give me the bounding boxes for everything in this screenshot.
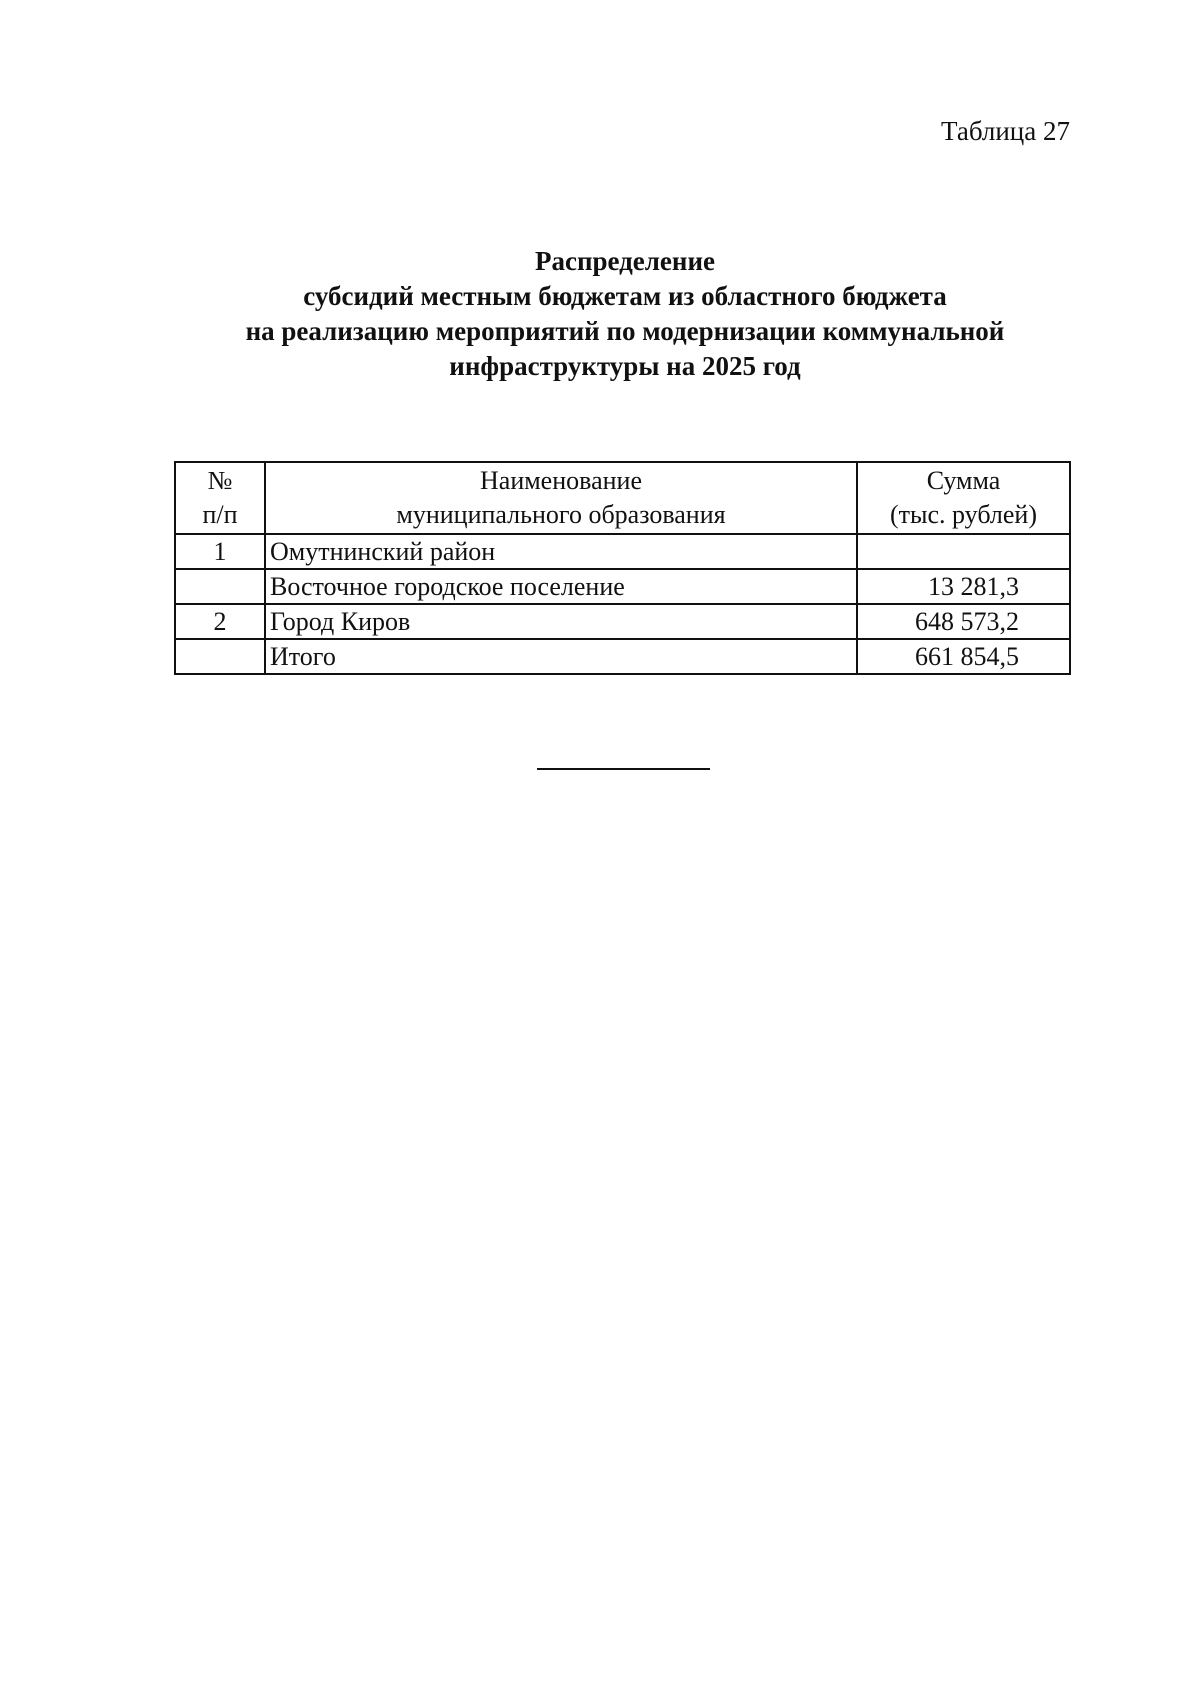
table-total-row [175, 639, 1070, 674]
table-row [175, 534, 1070, 569]
table-row [175, 604, 1070, 639]
header-sum-line1: Сумма [926, 466, 1001, 495]
header-municipality-line1: Наименование [480, 466, 642, 495]
heading-line: Распределение [534, 246, 716, 276]
header-number-line2: п/п [202, 500, 238, 529]
row-number [175, 639, 265, 674]
table-number-label: Таблица 27 [941, 116, 1070, 146]
row-municipality: Восточное городское поселение [265, 569, 857, 604]
row-municipality: Город Киров [265, 604, 857, 639]
row-number [175, 569, 265, 604]
header-sum-line2: (тыс. рублей) [889, 500, 1037, 529]
row-sum: 13 281,3 [857, 569, 1070, 604]
closing-divider [537, 768, 710, 770]
row-number: 1 [175, 534, 265, 569]
header-number-line1: № [207, 466, 233, 495]
subsidy-table [174, 461, 1071, 675]
header-number [175, 462, 265, 534]
table-row [175, 569, 1070, 604]
heading-line: субсидий местным бюджетам из областного бюджета [303, 281, 947, 311]
row-municipality: Омутнинский район [265, 534, 857, 569]
row-sum: 661 854,5 [857, 639, 1070, 674]
document-heading [0, 244, 1200, 384]
row-sum [857, 534, 1070, 569]
header-sum [857, 462, 1070, 534]
heading-line: на реализацию мероприятий по модернизации коммунальной [245, 316, 1005, 346]
header-municipality-line2: муниципального образования [396, 500, 726, 529]
row-municipality: Итого [265, 639, 857, 674]
table-header-row [175, 462, 1070, 534]
row-sum: 648 573,2 [857, 604, 1070, 639]
header-municipality [265, 462, 857, 534]
row-number: 2 [175, 604, 265, 639]
heading-line: инфраструктуры на 2025 год [449, 351, 801, 381]
